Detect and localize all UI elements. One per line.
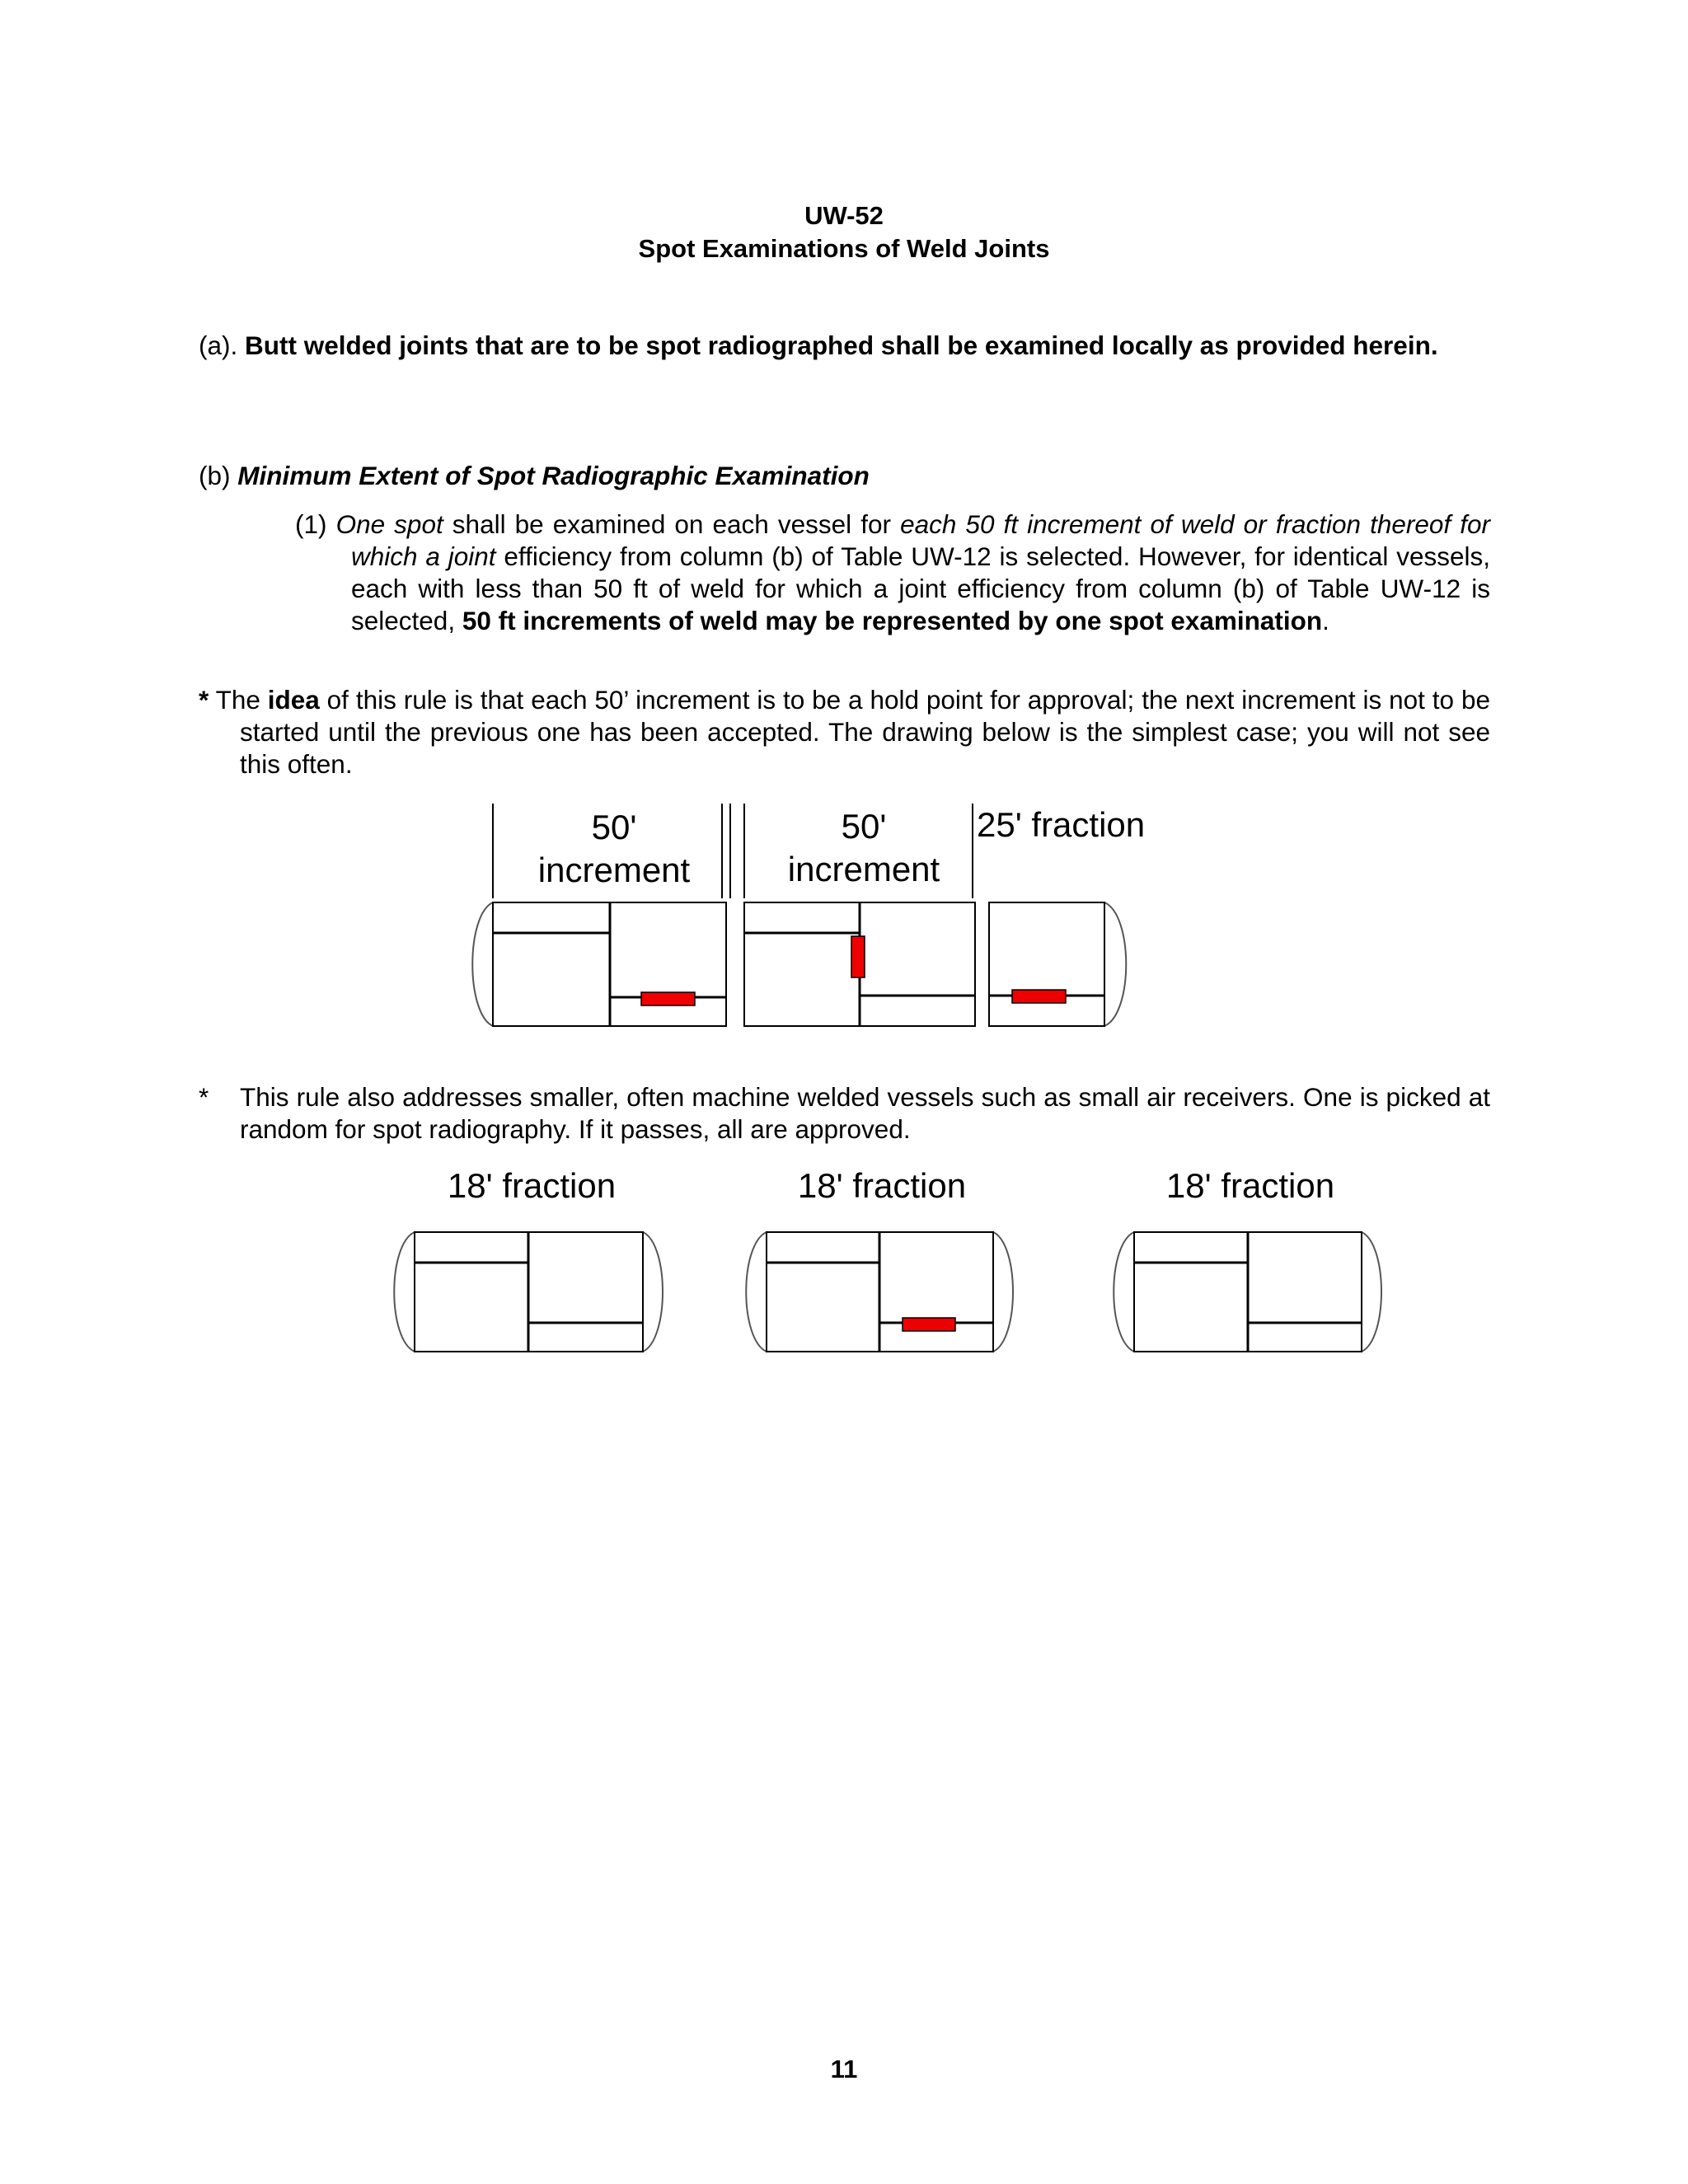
diagram1-label-1-line2: increment [537, 851, 691, 889]
spot-radiograph-marker [903, 1318, 955, 1331]
paragraph-b1-seg3: each 50 ft increment of weld or fraction thereof for which a joint [351, 509, 1490, 571]
diagram1-label-2 [744, 805, 983, 891]
diagram2-label-1: 18' fraction [447, 1166, 617, 1205]
note-1-seg3: of this rule is that each 50’ increment is to be a hold point for approval; the next increment is not to be started until the previous one has been accepted. The drawing below is the simplest case; you will not see this often. [240, 685, 1490, 779]
paragraph-b-title: Minimum Extent of Spot Radiographic Examination [237, 461, 870, 490]
paragraph-b1-seg4: efficiency from column (b) of Table UW-12 is selected. However, for identical vessels, each with less than 50 ft of weld for which a joint efficiency from column (b) of Table UW-12 is selected, [351, 541, 1490, 635]
vessel-shell-section-3 [989, 902, 1104, 1026]
vessel-head-left [472, 902, 493, 1026]
note-2 [199, 1081, 1490, 1146]
note-1-seg1: The [209, 685, 268, 715]
section-code: UW-52 [804, 201, 884, 230]
spot-radiograph-marker [851, 936, 865, 977]
diagram1-label-2-line2: increment [787, 850, 940, 888]
small-vessel-shell-1 [415, 1232, 643, 1352]
note-1 [199, 684, 1490, 780]
note-1-bullet: * [199, 685, 209, 715]
diagram1-label-2-line1: 50' [841, 807, 887, 846]
diagram2-label-2: 18' fraction [797, 1166, 967, 1205]
paragraph-b1-number: (1) [295, 509, 327, 539]
vessel-head-right [1104, 902, 1126, 1026]
vessel-head-left [394, 1232, 415, 1352]
paragraph-b-heading [199, 460, 1490, 492]
diagram2-label-3: 18' fraction [1165, 1166, 1335, 1205]
small-vessel-shell-2 [767, 1232, 993, 1352]
paragraph-a-label: (a). [199, 330, 238, 360]
vessel-head-right [993, 1232, 1013, 1352]
vessel-head-left [746, 1232, 767, 1352]
spot-radiograph-marker [641, 992, 695, 1005]
vessel-shell-section-2 [744, 902, 975, 1026]
paragraph-b1-seg1: One spot [335, 509, 443, 539]
vessel-shell-section-1 [493, 902, 726, 1026]
vessel-head-right [643, 1232, 663, 1352]
diagram1-label-1 [495, 806, 734, 892]
vessel-head-right [1362, 1232, 1381, 1352]
paragraph-b1-seg5: 50 ft increments of weld may be represented by one spot examination [462, 606, 1323, 635]
small-vessel-shell-3 [1134, 1232, 1362, 1352]
vessel-head-left [1114, 1232, 1134, 1352]
diagram1-label-3 [977, 804, 1175, 846]
page-title: Spot Examinations of Weld Joints [638, 234, 1050, 263]
paragraph-b1-seg6: . [1322, 606, 1329, 635]
note-2-bullet: * [199, 1082, 209, 1112]
diagram1-label-1-line1: 50' [591, 808, 637, 846]
paragraph-a-text: Butt welded joints that are to be spot radiographed shall be examined locally as provided herein. [245, 330, 1438, 360]
spot-radiograph-marker [1012, 990, 1066, 1003]
note-1-seg2: idea [267, 685, 320, 715]
page-number: 11 [830, 2055, 858, 2083]
paragraph-b-label: (b) [199, 461, 231, 490]
paragraph-a [199, 330, 1490, 362]
diagram1-label-3-line1: 25' fraction [977, 805, 1146, 844]
paragraph-b1 [295, 509, 1490, 637]
paragraph-b1-seg2: shall be examined on each vessel for [443, 509, 901, 539]
note-2-text: This rule also addresses smaller, often machine welded vessels such as small air receivers. One is picked at random for spot radiography. If it passes, all are approved. [240, 1082, 1490, 1144]
